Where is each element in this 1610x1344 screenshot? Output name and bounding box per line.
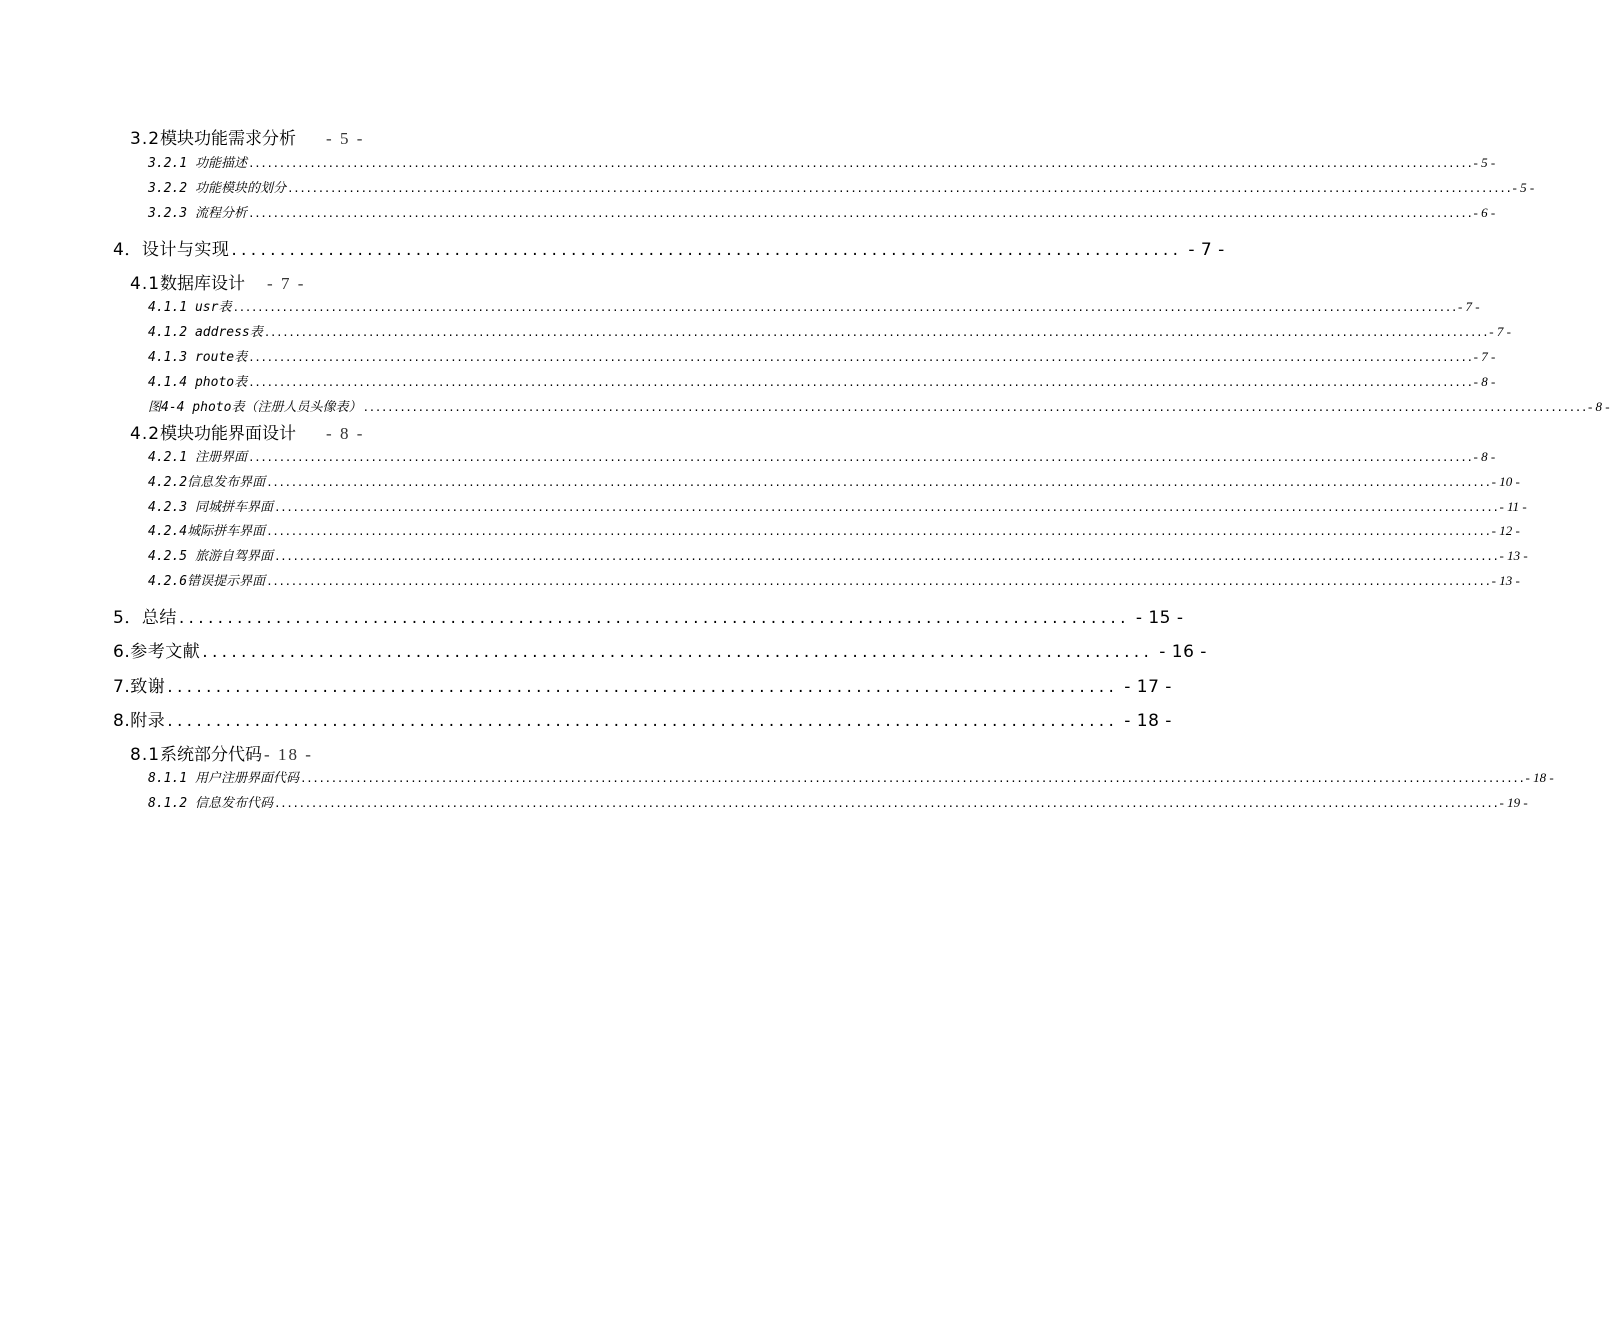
toc-title: 8.1.1 用户注册界面代码 (148, 771, 299, 786)
toc-entry-6[interactable] (113, 637, 1207, 662)
toc-page-number: - 19 - (1499, 795, 1528, 810)
toc-entry-3-2-2[interactable] (148, 177, 1535, 196)
toc-title: 8.1.2 信息发布代码 (148, 796, 273, 811)
toc-entry-5[interactable] (113, 603, 1184, 628)
toc-leader-dots: .................................................................................................. (167, 677, 1119, 697)
toc-title: 图4-4 photo表（注册人员头像表） (148, 400, 362, 415)
toc-entry-3-2[interactable] (130, 124, 364, 149)
toc-number: 4.1 (130, 274, 161, 294)
toc-leader-dots: ........................................................................................................................................................................................................ (232, 301, 1457, 314)
toc-page-number: - 7 - (1489, 324, 1511, 339)
toc-page-number: - 8 - (1587, 399, 1610, 414)
toc-entry-3-2-3[interactable] (148, 202, 1496, 221)
toc-entry-8-1-1[interactable] (148, 767, 1554, 786)
toc-entry-4-2-5[interactable] (148, 545, 1528, 564)
toc-entry-4-1-2[interactable] (148, 321, 1511, 340)
toc-page-number: - 13 - (1491, 573, 1520, 588)
toc-number: 4.2 (130, 424, 161, 444)
toc-leader-dots: ........................................................................................................................................................................................................ (266, 575, 1491, 588)
toc-page-number: - 18 - (1124, 711, 1172, 731)
toc-entry-4-2[interactable] (130, 419, 364, 444)
toc-page-number: - 5 - (1512, 180, 1535, 195)
toc-title: 4.2.6错误提示界面 (148, 574, 266, 589)
toc-entry-4-1-3[interactable] (148, 346, 1496, 365)
toc-entry-3-2-1[interactable] (148, 152, 1496, 171)
toc-leader-dots: ........................................................................................................................................................................................................ (266, 525, 1491, 538)
toc-leader-dots: .................................................................................................. (202, 642, 1154, 662)
toc-page-number: - 5 - (1473, 155, 1496, 170)
toc-title: 模块功能需求分析 (160, 129, 297, 149)
toc-entry-4-1[interactable] (130, 269, 305, 294)
toc-leader-dots: ........................................................................................................................................................................................................ (273, 550, 1499, 563)
toc-title: 系统部分代码 (160, 745, 263, 765)
toc-title: 4.2.2信息发布界面 (148, 475, 266, 490)
toc-entry-4-1-1[interactable] (148, 296, 1480, 315)
toc-title: 8.附录 (113, 711, 166, 731)
toc-page-number: - 18 - (1525, 770, 1554, 785)
toc-leader-dots: ........................................................................................................................................................................................................ (266, 476, 1491, 489)
toc-entry-8[interactable] (113, 706, 1172, 731)
toc-page-number: - 17 - (1124, 677, 1172, 697)
toc-entry-7[interactable] (113, 672, 1172, 697)
toc-entry-4-1-4[interactable] (148, 371, 1496, 390)
toc-title: 4.2.4城际拼车界面 (148, 524, 266, 539)
toc-page-number: - 7 - (267, 274, 306, 293)
toc-title: 4.1.2 address表 (148, 325, 263, 340)
toc-title: 3.2.1 功能描述 (148, 156, 247, 171)
toc-page-number: - 13 - (1499, 548, 1528, 563)
toc-leader-dots: .................................................................................................. (231, 240, 1183, 260)
toc-entry-4-2-2[interactable] (148, 471, 1520, 490)
toc-title: 5．总结 (113, 608, 177, 628)
toc-page-number: - 15 - (1135, 608, 1184, 628)
toc-leader-dots: ........................................................................................................................................................................................................ (247, 207, 1473, 220)
toc-page-number: - 16 - (1159, 642, 1207, 662)
toc-title: 7.致谢 (113, 677, 166, 697)
toc-title: 4.1.4 photo表 (148, 375, 248, 390)
toc-title: 6.参考文献 (113, 642, 201, 662)
toc-page-number: - 7 - (1473, 349, 1496, 364)
toc-leader-dots: ........................................................................................................................................................................................................ (299, 772, 1525, 785)
toc-title: 3.2.3 流程分析 (148, 206, 247, 221)
toc-title: 模块功能界面设计 (160, 424, 297, 444)
toc-entry-4-2-1[interactable] (148, 446, 1496, 465)
toc-page-number: - 7 - (1188, 240, 1225, 260)
toc-leader-dots: ........................................................................................................................................................................................................ (362, 401, 1587, 414)
toc-number: 8.1 (130, 745, 161, 765)
toc-leader-dots: ........................................................................................................................................................................................................ (247, 451, 1473, 464)
toc-page-number: - 7 - (1457, 299, 1480, 314)
toc-page-number: - 8 - (1473, 449, 1496, 464)
toc-title: 4.1.1 usr表 (148, 300, 232, 315)
toc-title: 4.2.5 旅游自驾界面 (148, 549, 273, 564)
toc-entry-4-2-6[interactable] (148, 570, 1520, 589)
toc-title: 数据库设计 (160, 274, 246, 294)
toc-leader-dots: ........................................................................................................................................................................................................ (263, 326, 1489, 339)
toc-page-number: - 11 - (1499, 499, 1527, 514)
toc-title: 4.2.1 注册界面 (148, 450, 247, 465)
toc-title: 3.2.2 功能模块的划分 (148, 181, 286, 196)
toc-leader-dots: ........................................................................................................................................................................................................ (247, 157, 1473, 170)
toc-page-number: - 5 - (326, 129, 365, 148)
toc-entry-4[interactable] (113, 235, 1225, 260)
toc-leader-dots: .................................................................................................. (178, 608, 1130, 628)
toc-leader-dots: ........................................................................................................................................................................................................ (273, 797, 1499, 810)
toc-leader-dots: ........................................................................................................................................................................................................ (273, 501, 1499, 514)
toc-leader-dots: ........................................................................................................................................................................................................ (248, 351, 1473, 364)
toc-page-number: - 10 - (1491, 474, 1520, 489)
toc-entry-figure-4-4[interactable] (148, 396, 1610, 415)
toc-leader-dots: .................................................................................................. (167, 711, 1119, 731)
toc-title: 4.2.3 同城拼车界面 (148, 500, 273, 515)
toc-entry-8-1[interactable] (130, 740, 313, 765)
toc-entry-4-2-3[interactable] (148, 496, 1527, 515)
toc-page-number: - 8 - (326, 424, 365, 443)
toc-page-number: - 12 - (1491, 523, 1520, 538)
toc-number: 3.2 (130, 129, 161, 149)
toc-title: 4．设计与实现 (113, 240, 230, 260)
toc-page-number: - 18 - (264, 745, 313, 764)
toc-leader-dots: ........................................................................................................................................................................................................ (248, 376, 1473, 389)
toc-entry-4-2-4[interactable] (148, 520, 1520, 539)
toc-leader-dots: ........................................................................................................................................................................................................ (286, 182, 1512, 195)
toc-page-number: - 8 - (1473, 374, 1496, 389)
toc-title: 4.1.3 route表 (148, 350, 248, 365)
toc-entry-8-1-2[interactable] (148, 792, 1528, 811)
toc-page-number: - 6 - (1473, 205, 1496, 220)
